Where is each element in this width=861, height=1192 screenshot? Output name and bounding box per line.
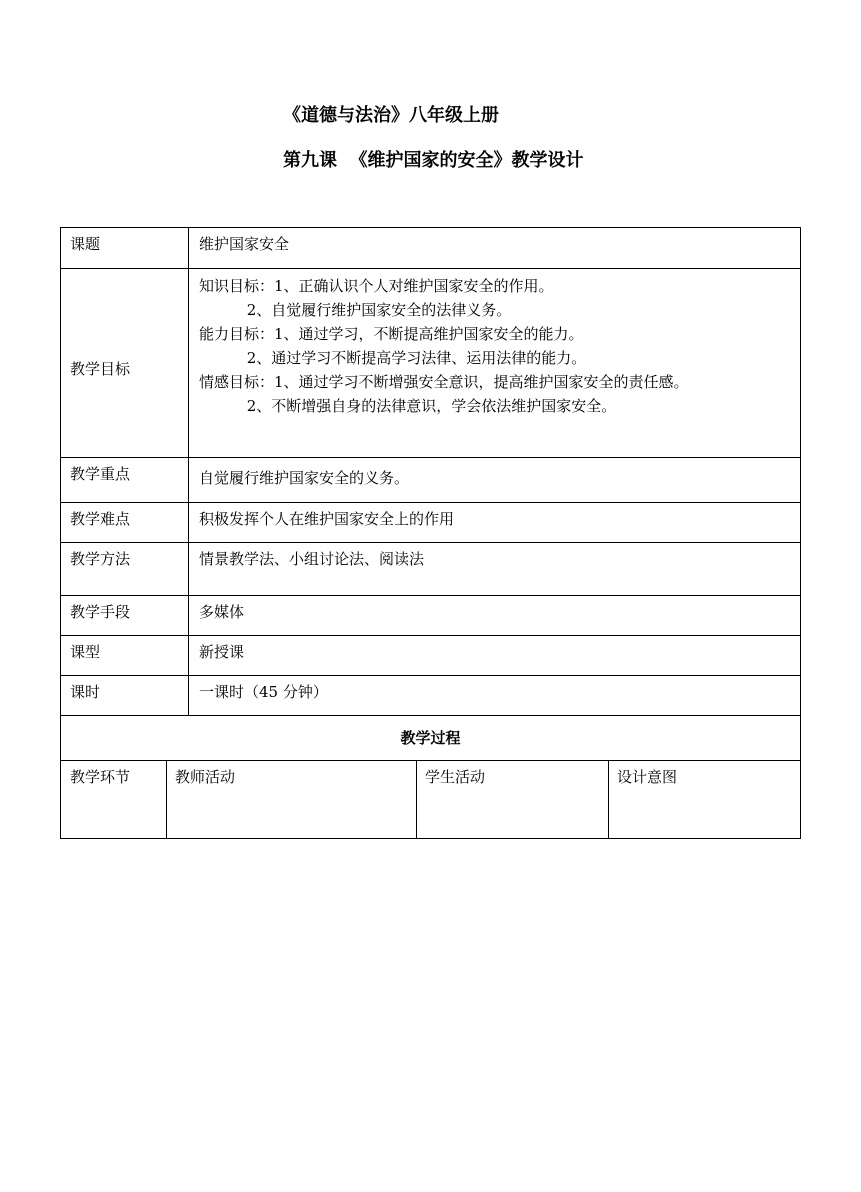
method-label: 教学方法 [61, 543, 189, 596]
goals-label [61, 269, 189, 458]
process-col-student: 学生活动 [417, 761, 609, 839]
means-label: 教学手段 [61, 596, 189, 636]
process-heading-row [61, 716, 801, 761]
document-title: 《道德与法治》八年级上册 [283, 105, 499, 126]
method-row [61, 543, 801, 596]
goals-row [61, 269, 801, 458]
lesson-type-value: 新授课 [189, 636, 801, 676]
topic-label: 课题 [61, 228, 189, 269]
duration-value: 一课时（45 分钟） [189, 676, 801, 716]
key-point-row [61, 458, 801, 503]
lesson-type-label: 课型 [61, 636, 189, 676]
process-heading: 教学过程 [61, 716, 801, 761]
lesson-plan-table [60, 227, 801, 839]
goals-value [189, 269, 801, 458]
difficulty-value: 积极发挥个人在维护国家安全上的作用 [189, 503, 801, 543]
process-col-intent: 设计意图 [609, 761, 801, 839]
difficulty-label: 教学难点 [61, 503, 189, 543]
topic-value: 维护国家安全 [189, 228, 801, 269]
duration-row [61, 676, 801, 716]
process-col-stage: 教学环节 [61, 761, 167, 839]
goal-line: 情感目标：1、通过学习不断增强安全意识，提高维护国家安全的责任感。 [199, 373, 689, 391]
lesson-type-row [61, 636, 801, 676]
means-value: 多媒体 [189, 596, 801, 636]
document-subtitle: 第九课 《维护国家的安全》教学设计 [283, 150, 584, 171]
difficulty-row [61, 503, 801, 543]
key-point-value: 自觉履行维护国家安全的义务。 [189, 458, 801, 503]
means-row [61, 596, 801, 636]
goals-label-text: 教学目标 [70, 360, 131, 378]
process-header-row [61, 761, 801, 839]
goal-line: 知识目标：1、正确认识个人对维护国家安全的作用。 [199, 277, 554, 295]
topic-row [61, 228, 801, 269]
goal-line: 2、不断增强自身的法律意识，学会依法维护国家安全。 [199, 397, 617, 415]
goal-line: 2、自觉履行维护国家安全的法律义务。 [199, 301, 512, 319]
method-value: 情景教学法、小组讨论法、阅读法 [189, 543, 801, 596]
goal-line: 能力目标：1、通过学习，不断提高维护国家安全的能力。 [199, 325, 584, 343]
goal-line: 2、通过学习不断提高学习法律、运用法律的能力。 [199, 349, 587, 367]
key-point-label: 教学重点 [61, 458, 189, 503]
process-col-teacher: 教师活动 [167, 761, 417, 839]
duration-label: 课时 [61, 676, 189, 716]
